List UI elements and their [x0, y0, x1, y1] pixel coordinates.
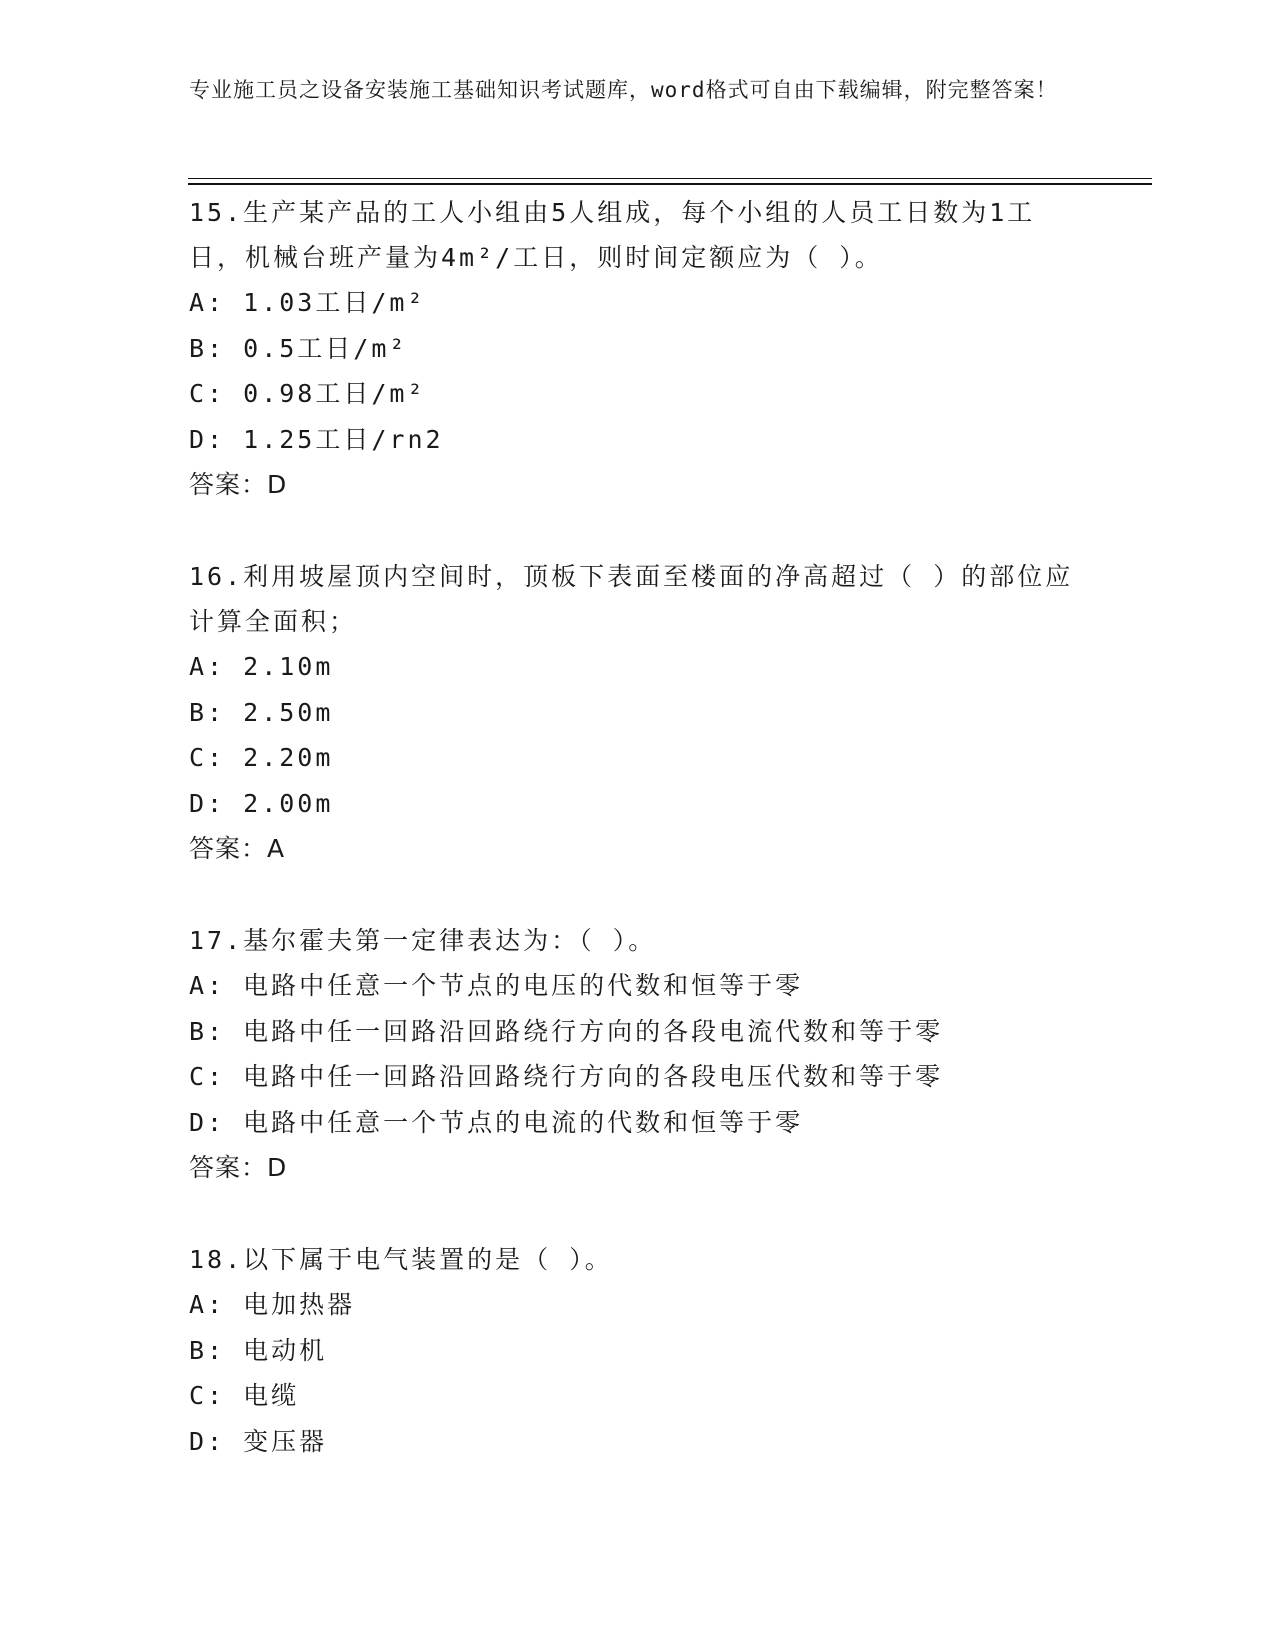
option-a: A: 2.10m	[189, 652, 334, 681]
option-c: C: 电路中任一回路沿回路绕行方向的各段电压代数和等于零	[189, 1062, 944, 1091]
option-d: D: 电路中任意一个节点的电流的代数和恒等于零	[189, 1107, 804, 1137]
option-d: D: 1.25工日/rn2	[189, 424, 444, 454]
option-c: C: 2.20m	[189, 743, 334, 772]
option-d: D: 2.00m	[189, 788, 334, 818]
option-a: A: 1.03工日/m²	[189, 288, 426, 317]
question-stem: 15.生产某产品的工人小组由5人组成，每个小组的人员工日数为1工日，机械台班产量为4m²/工日，则时间定额应为（ ）。	[189, 198, 1036, 272]
question-stem: 16.利用坡屋顶内空间时，顶板下表面至楼面的净高超过（ ）的部位应计算全面积；	[189, 562, 1074, 636]
header-divider-thick	[188, 183, 1152, 185]
question-stem: 18.以下属于电气装置的是（ ）。	[189, 1245, 613, 1274]
document-header: 专业施工员之设备安装施工基础知识考试题库，word格式可自由下载编辑，附完整答案！	[189, 78, 1058, 102]
option-c: C: 0.98工日/m²	[189, 379, 426, 408]
question-18	[189, 1237, 1089, 1464]
question-list	[189, 190, 1089, 1510]
header-divider-thin	[188, 178, 1152, 179]
option-c: C: 电缆	[189, 1381, 300, 1410]
option-b: B: 电动机	[189, 1335, 328, 1365]
answer-line: 答案：A	[189, 834, 286, 863]
question-15	[189, 190, 1089, 508]
question-stem: 17.基尔霍夫第一定律表达为：（ ）。	[189, 926, 657, 955]
question-16	[189, 554, 1089, 872]
option-b: B: 0.5工日/m²	[189, 333, 408, 363]
option-a: A: 电加热器	[189, 1290, 356, 1319]
answer-line: 答案：D	[189, 470, 288, 499]
option-b: B: 电路中任一回路沿回路绕行方向的各段电流代数和等于零	[189, 1016, 944, 1046]
answer-line: 答案：D	[189, 1153, 288, 1182]
option-b: B: 2.50m	[189, 697, 334, 727]
option-a: A: 电路中任意一个节点的电压的代数和恒等于零	[189, 971, 804, 1000]
question-17	[189, 918, 1089, 1191]
option-d: D: 变压器	[189, 1426, 328, 1456]
